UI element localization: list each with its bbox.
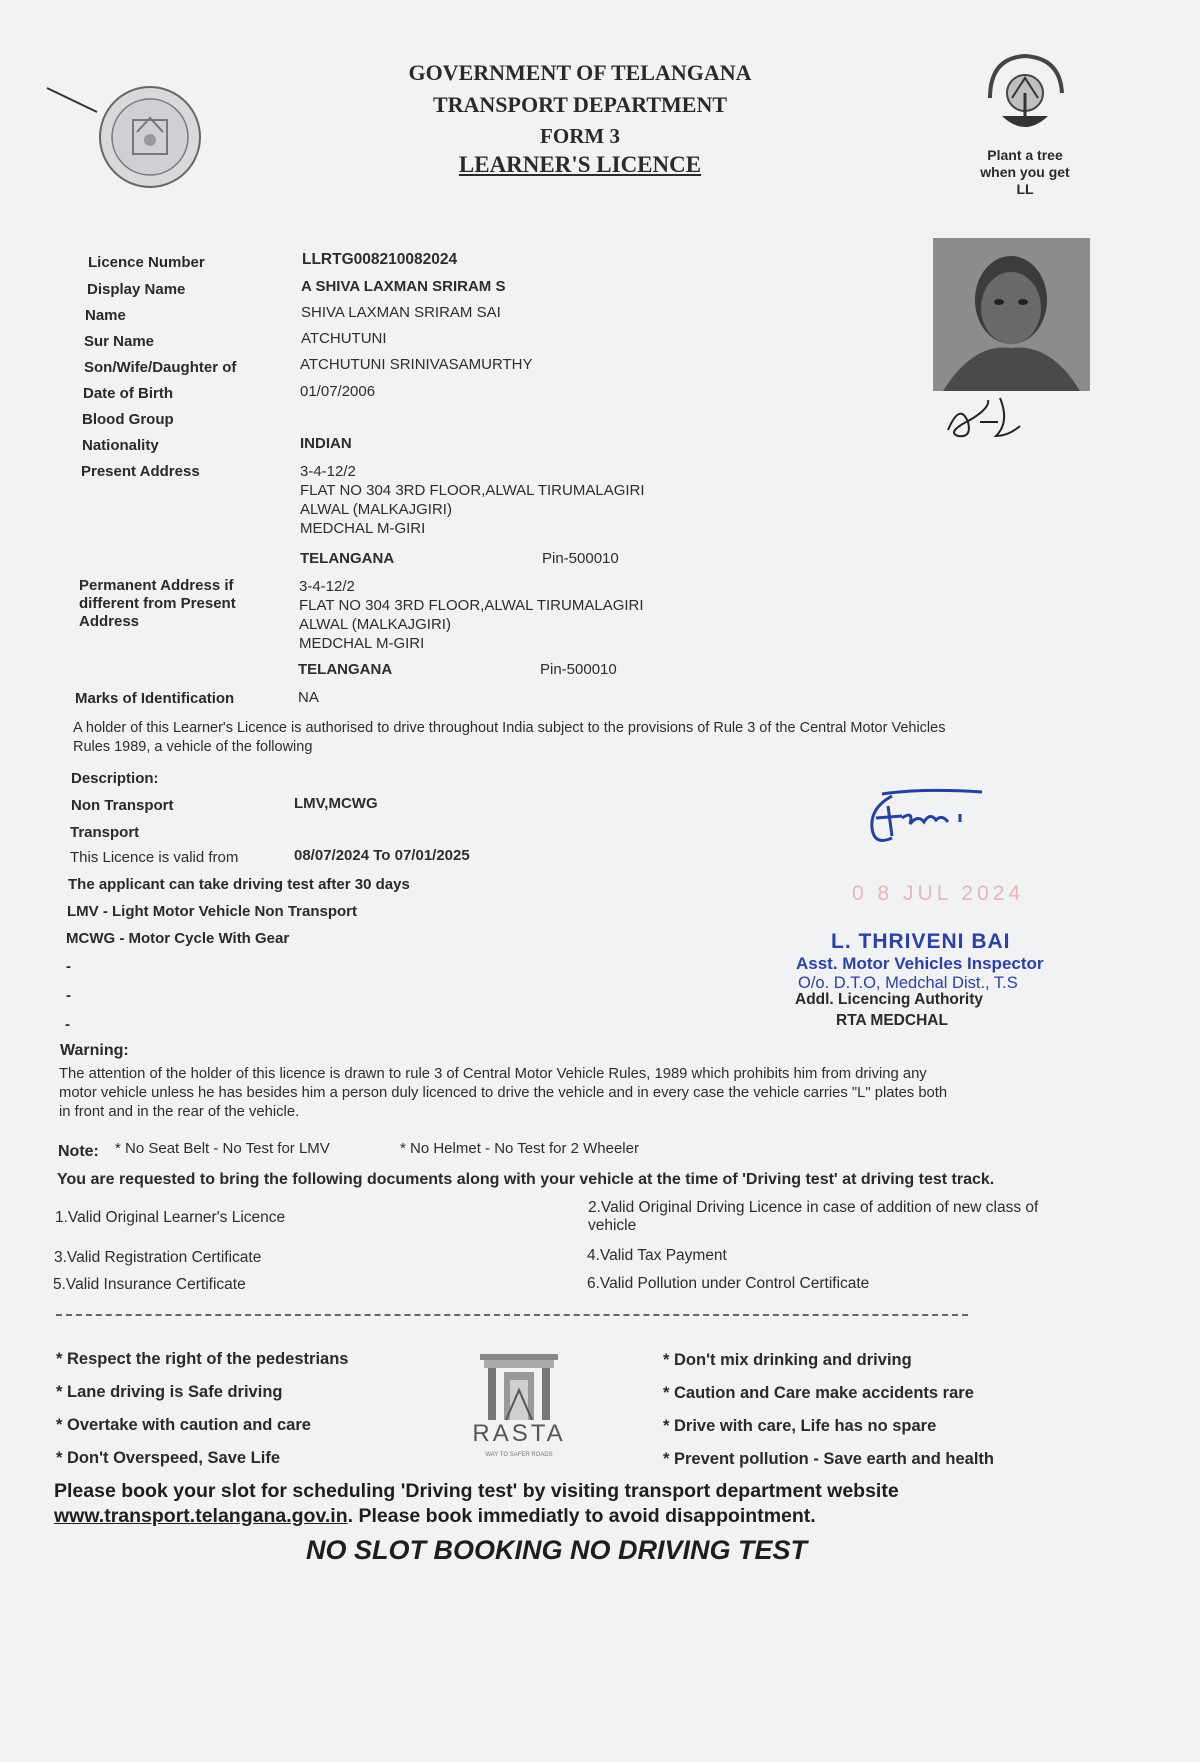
slogan-left: * Lane driving is Safe driving bbox=[56, 1383, 283, 1401]
present-address-line: FLAT NO 304 3RD FLOOR,ALWAL TIRUMALAGIRI bbox=[300, 482, 645, 499]
booking-instruction-line2 bbox=[54, 1505, 816, 1528]
relation-label: Son/Wife/Daughter of bbox=[84, 359, 237, 376]
note-label: Note: bbox=[58, 1143, 99, 1160]
relation-value: ATCHUTUNI SRINIVASAMURTHY bbox=[300, 356, 533, 373]
surname-label: Sur Name bbox=[84, 333, 155, 350]
plant-tree-caption bbox=[960, 147, 1090, 198]
rasta-title: RASTA bbox=[472, 1420, 566, 1447]
warning-line: in front and in the rear of the vehicle. bbox=[59, 1104, 300, 1120]
validity-value: 08/07/2024 To 07/01/2025 bbox=[294, 847, 470, 864]
blank-dash: - bbox=[65, 1016, 70, 1033]
document-item-line: 2.Valid Original Driving Licence in case of addition of new class of bbox=[588, 1199, 1039, 1216]
authorisation-text bbox=[73, 719, 1113, 757]
plant-tree-icon bbox=[970, 48, 1080, 143]
document-item: 6.Valid Pollution under Control Certificate bbox=[587, 1275, 870, 1292]
plant-tree-line3: LL bbox=[1016, 181, 1034, 197]
telangana-seal-emblem bbox=[45, 80, 205, 190]
surname-value: ATCHUTUNI bbox=[301, 330, 387, 347]
dob-value: 01/07/2006 bbox=[300, 383, 376, 400]
documents-heading: You are requested to bring the following documents along with your vehicle at the time of 'Driving test' at driving test track. bbox=[57, 1171, 995, 1188]
plant-tree-line2: when you get bbox=[980, 164, 1070, 180]
divider bbox=[56, 1314, 968, 1316]
licence-number-value: LLRTG008210082024 bbox=[302, 251, 458, 268]
permanent-address-block bbox=[299, 577, 644, 653]
final-warning: NO SLOT BOOKING NO DRIVING TEST bbox=[306, 1535, 808, 1565]
present-address-block bbox=[300, 462, 645, 538]
present-state: TELANGANA bbox=[300, 550, 395, 567]
slogan-left: * Don't Overspeed, Save Life bbox=[56, 1449, 280, 1467]
plant-tree-line1: Plant a tree bbox=[987, 147, 1063, 163]
slogan-right: * Prevent pollution - Save earth and health bbox=[663, 1450, 994, 1468]
applicant-photo bbox=[933, 238, 1090, 391]
present-pin: Pin-500010 bbox=[542, 550, 619, 567]
warning-line: The attention of the holder of this licence is drawn to rule 3 of Central Motor Vehicle Rules, 1989 which prohibits him from driving any bbox=[59, 1066, 927, 1082]
display-name-label: Display Name bbox=[87, 281, 186, 298]
dept-heading: TRANSPORT DEPARTMENT bbox=[432, 92, 728, 117]
non-transport-value: LMV,MCWG bbox=[294, 795, 378, 812]
booking-instruction: Please book your slot for scheduling 'Driving test' by visiting transport department website bbox=[54, 1480, 899, 1502]
permanent-state: TELANGANA bbox=[298, 661, 393, 678]
slogan-left: * Overtake with caution and care bbox=[56, 1416, 311, 1434]
present-address-line: MEDCHAL M-GIRI bbox=[300, 520, 426, 537]
permanent-address-line: FLAT NO 304 3RD FLOOR,ALWAL TIRUMALAGIRI bbox=[299, 597, 644, 614]
document-item: 1.Valid Original Learner's Licence bbox=[55, 1209, 286, 1226]
date-stamp: 0 8 JUL 2024 bbox=[852, 882, 1025, 905]
rasta-tagline: WAY TO SAFER ROADS bbox=[485, 1452, 553, 1458]
present-address-line: 3-4-12/2 bbox=[300, 463, 356, 480]
permanent-address-line: MEDCHAL M-GIRI bbox=[299, 635, 425, 652]
permanent-address-line: 3-4-12/2 bbox=[299, 578, 355, 595]
mcwg-definition: MCWG - Motor Cycle With Gear bbox=[66, 930, 290, 947]
display-name-value: A SHIVA LAXMAN SRIRAM S bbox=[301, 278, 506, 295]
present-address-line: ALWAL (MALKAJGIRI) bbox=[300, 501, 452, 518]
non-transport-label: Non Transport bbox=[71, 797, 174, 814]
nationality-label: Nationality bbox=[82, 437, 159, 454]
applicant-signature bbox=[940, 392, 1030, 444]
booking-instruction-rest: . Please book immediatly to avoid disappointment. bbox=[347, 1505, 816, 1527]
licence-number-label: Licence Number bbox=[88, 254, 205, 271]
authority-office: O/o. D.T.O, Medchal Dist., T.S bbox=[798, 974, 1018, 992]
slogan-left: * Respect the right of the pedestrians bbox=[56, 1350, 349, 1368]
validity-label: This Licence is valid from bbox=[70, 849, 239, 866]
permanent-label-line: different from Present bbox=[79, 595, 236, 612]
permanent-label-line: Address bbox=[79, 613, 140, 630]
name-value: SHIVA LAXMAN SRIRAM SAI bbox=[301, 304, 501, 321]
marks-label: Marks of Identification bbox=[75, 690, 235, 707]
transport-website-link[interactable]: www.transport.telangana.gov.in bbox=[54, 1505, 348, 1527]
document-item: 4.Valid Tax Payment bbox=[587, 1247, 727, 1264]
slogan-right: * Caution and Care make accidents rare bbox=[663, 1384, 974, 1402]
blood-group-label: Blood Group bbox=[82, 411, 174, 428]
permanent-address-label bbox=[79, 577, 236, 631]
document-title: LEARNER'S LICENCE bbox=[458, 152, 702, 177]
authority-title: Addl. Licencing Authority bbox=[795, 991, 984, 1008]
authority-name: L. THRIVENI BAI bbox=[831, 930, 1011, 953]
authority-rta: RTA MEDCHAL bbox=[836, 1012, 948, 1029]
name-label: Name bbox=[85, 307, 126, 324]
warning-label: Warning: bbox=[60, 1042, 129, 1059]
permanent-label-line: Permanent Address if bbox=[79, 577, 234, 594]
marks-value: NA bbox=[298, 689, 319, 706]
document-item: 5.Valid Insurance Certificate bbox=[53, 1276, 246, 1293]
nationality-value: INDIAN bbox=[300, 435, 352, 452]
authorisation-line: Rules 1989, a vehicle of the following bbox=[73, 739, 313, 755]
document-item: 3.Valid Registration Certificate bbox=[54, 1249, 262, 1266]
blank-dash: - bbox=[66, 958, 71, 975]
dob-label: Date of Birth bbox=[83, 385, 173, 402]
authority-designation: Asst. Motor Vehicles Inspector bbox=[796, 954, 1044, 973]
description-label: Description: bbox=[71, 770, 159, 787]
test-note: The applicant can take driving test after 30 days bbox=[68, 876, 410, 893]
form-heading: FORM 3 bbox=[540, 124, 620, 148]
govt-heading: GOVERNMENT OF TELANGANA bbox=[408, 60, 752, 85]
authorisation-line: A holder of this Learner's Licence is authorised to drive throughout India subject to the provisions of Rule 3 of the Central Motor Vehicles bbox=[73, 720, 946, 736]
blank-dash: - bbox=[66, 987, 71, 1004]
warning-line: motor vehicle unless he has besides him a person duly licenced to drive the vehicle and in every case the vehicle carries "L" plates both bbox=[59, 1085, 948, 1101]
rasta-logo-icon bbox=[476, 1350, 562, 1422]
note-item: * No Seat Belt - No Test for LMV bbox=[115, 1140, 330, 1157]
permanent-address-line: ALWAL (MALKAJGIRI) bbox=[299, 616, 451, 633]
transport-label: Transport bbox=[70, 824, 140, 841]
document-item-line: vehicle bbox=[588, 1217, 637, 1234]
permanent-pin: Pin-500010 bbox=[540, 661, 617, 678]
slogan-right: * Don't mix drinking and driving bbox=[663, 1351, 912, 1369]
lmv-definition: LMV - Light Motor Vehicle Non Transport bbox=[67, 903, 358, 920]
slogan-right: * Drive with care, Life has no spare bbox=[663, 1417, 937, 1435]
warning-text bbox=[59, 1065, 1119, 1122]
note-item: * No Helmet - No Test for 2 Wheeler bbox=[400, 1140, 639, 1157]
document-item bbox=[588, 1199, 1038, 1235]
present-address-label: Present Address bbox=[81, 463, 200, 480]
authority-signature bbox=[862, 788, 992, 853]
